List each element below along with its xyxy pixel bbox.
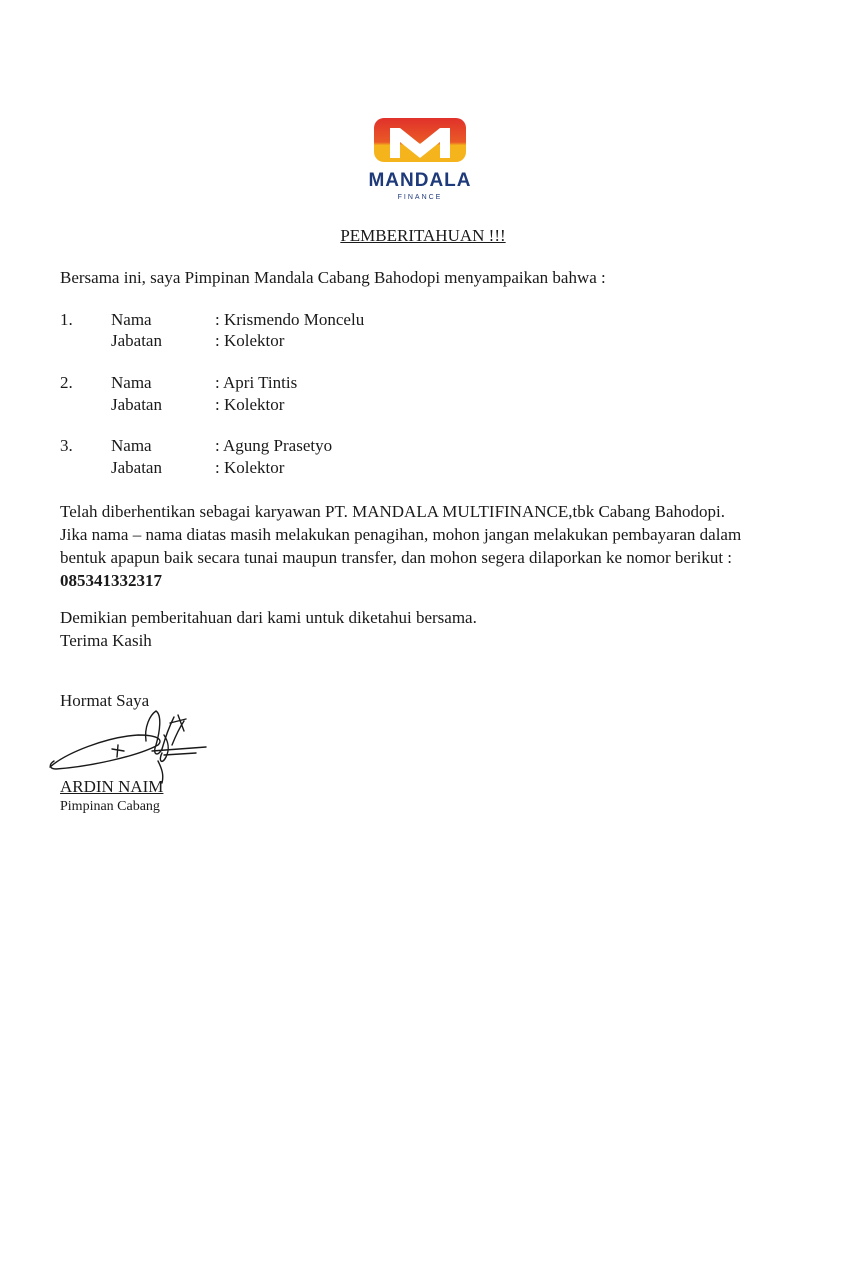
name-value: : Agung Prasetyo	[215, 436, 333, 455]
intro-text: Bersama ini, saya Pimpinan Mandala Cabang Bahodopi menyampaikan bahwa :	[60, 268, 606, 287]
position-label: Jabatan	[111, 395, 162, 414]
document-title: PEMBERITAHUAN !!!	[340, 226, 506, 245]
name-value: : Apri Tintis	[215, 373, 298, 392]
body-line: Telah diberhentikan sebagai karyawan PT. MANDALA MULTIFINANCE,tbk Cabang Bahodopi.	[60, 502, 725, 521]
name-value: : Krismendo Moncelu	[215, 310, 365, 329]
signer-name: ARDIN NAIM	[60, 777, 164, 796]
regards-text: Hormat Saya	[60, 691, 150, 710]
position-value: : Kolektor	[215, 395, 285, 414]
body-paragraph	[60, 500, 741, 592]
closing-line: Demikian pemberitahuan dari kami untuk diketahui bersama.	[60, 608, 477, 627]
position-label: Jabatan	[111, 331, 162, 350]
body-line: bentuk apapun baik secara tunai maupun transfer, dan mohon segera dilaporkan ke nomor berikut :	[60, 548, 733, 567]
entry-number: 2.	[60, 373, 73, 392]
name-label: Nama	[111, 373, 152, 392]
name-label: Nama	[111, 436, 152, 455]
name-label: Nama	[111, 310, 152, 329]
position-label: Jabatan	[111, 458, 162, 477]
closing-paragraph	[60, 606, 477, 652]
handwritten-signature	[46, 705, 216, 785]
signer-title: Pimpinan Cabang	[60, 799, 160, 814]
entry-number: 3.	[60, 436, 73, 455]
logo-subtext: FINANCE	[397, 194, 443, 201]
body-line: Jika nama – nama diatas masih melakukan penagihan, mohon jangan melakukan pembayaran dalam	[60, 525, 742, 544]
mandala-logo	[350, 118, 490, 208]
position-value: : Kolektor	[215, 458, 285, 477]
entry-number: 1.	[60, 310, 73, 329]
mandala-m-logo-mark	[374, 118, 466, 166]
position-value: : Kolektor	[215, 331, 285, 350]
closing-line: Terima Kasih	[60, 631, 152, 650]
logo-wordmark: MANDALA	[368, 170, 472, 191]
phone-number: 085341332317	[60, 571, 162, 590]
